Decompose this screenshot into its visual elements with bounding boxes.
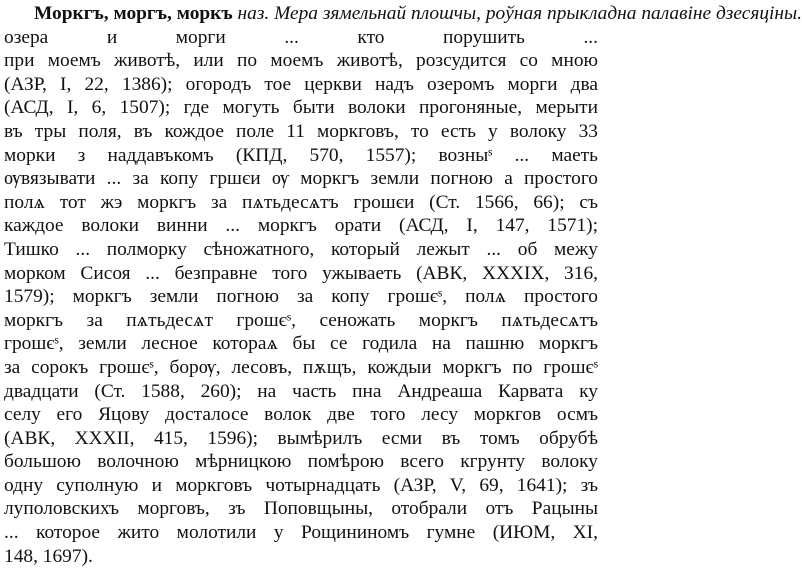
entry-line-5: (АСД, I, 6, 1507); где могуть быти волоки прогоняные, мерыти xyxy=(4,97,598,119)
entry-line-24: 148, 1697). xyxy=(4,545,93,567)
entry-line-14: моркгъ за пѧтьдесѧт грошєˢ, сеножать моркгъ пѧтьдесѧтъ xyxy=(4,309,598,331)
entry-line-10: каждое волоки винни ... моркгъ орати (АСД, I, 147, 1571); xyxy=(4,215,598,237)
entry-line-23: ... которое жито молотили у Рощининомъ гумне (ИЮМ, XI, xyxy=(4,522,598,544)
entry-line-6: въ тры поля, въ кождое поле 11 моркговъ, то есть у волоку 33 xyxy=(4,120,598,142)
entry-line-3: при моемъ животѣ, или по моемъ животѣ, розсудится со мною xyxy=(4,50,598,72)
citation-text: озера и морги ... кто порушить ... xyxy=(4,26,598,48)
entry-line-20: большою волочною мѣрницкою помѣрою всего кгрунту волоку xyxy=(4,451,598,473)
entry-line-9: полѧ тот жэ моркгъ за пѧтьдесѧтъ грошєи (Ст. 1566, 66); съ xyxy=(4,191,598,213)
entry-line-21: одну суполную и моркговъ чотырнадцать (АЗР, V, 69, 1641); зъ xyxy=(4,474,598,496)
entry-line-13: 1579); моркгъ земли погною за копу грошєˢ, полѧ простого xyxy=(4,286,598,308)
entry-line-16: за сорокъ грошєˢ, борѹ, лесовъ, пѫщъ, кождыи моркгъ по грошєˢ xyxy=(4,356,598,378)
entry-line-1 xyxy=(4,2,802,26)
entry-line-7: морки з наддавъкомъ (КПД, 570, 1557); возныˢ ... маеть xyxy=(4,144,598,166)
entry-line-22: луполовскихъ морговъ, зъ Поповщыны, отобрали отъ Рацыны xyxy=(4,498,598,520)
grammar-gloss: наз. Мера зямельнай плошчы, роўная прыкладна палавіне дзесяціны. xyxy=(237,3,802,24)
headword: Моркгъ, моргъ, моркъ xyxy=(34,3,233,24)
entry-line-2 xyxy=(4,26,598,50)
entry-line-18: селу его Яцову досталосе волок две того лесу моркгов осмъ xyxy=(4,404,598,426)
entry-line-8: ѹвязывати ... за копу гршєи ѹ моркгъ земли погною а простого xyxy=(4,168,598,190)
entry-line-11: Тишко ... полморку сѣножатного, который лежыт ... об межу xyxy=(4,238,598,260)
entry-line-12: морком Сисоя ... безправне того ужываеть (АВК, XXXIX, 316, xyxy=(4,262,598,284)
entry-line-17: двадцати (Ст. 1588, 260); на часть пна Андреаша Карвата ку xyxy=(4,380,598,402)
entry-line-15: грошєˢ, земли лесное котораѧ бы се годила на пашню моркгъ xyxy=(4,333,598,355)
entry-line-19: (АВК, XXXII, 415, 1596); вымѣрилъ есми въ томъ обрубѣ xyxy=(4,427,598,449)
entry-line-4: (АЗР, I, 22, 1386); огородъ тое церкви надъ озеромъ морги два xyxy=(4,73,598,95)
